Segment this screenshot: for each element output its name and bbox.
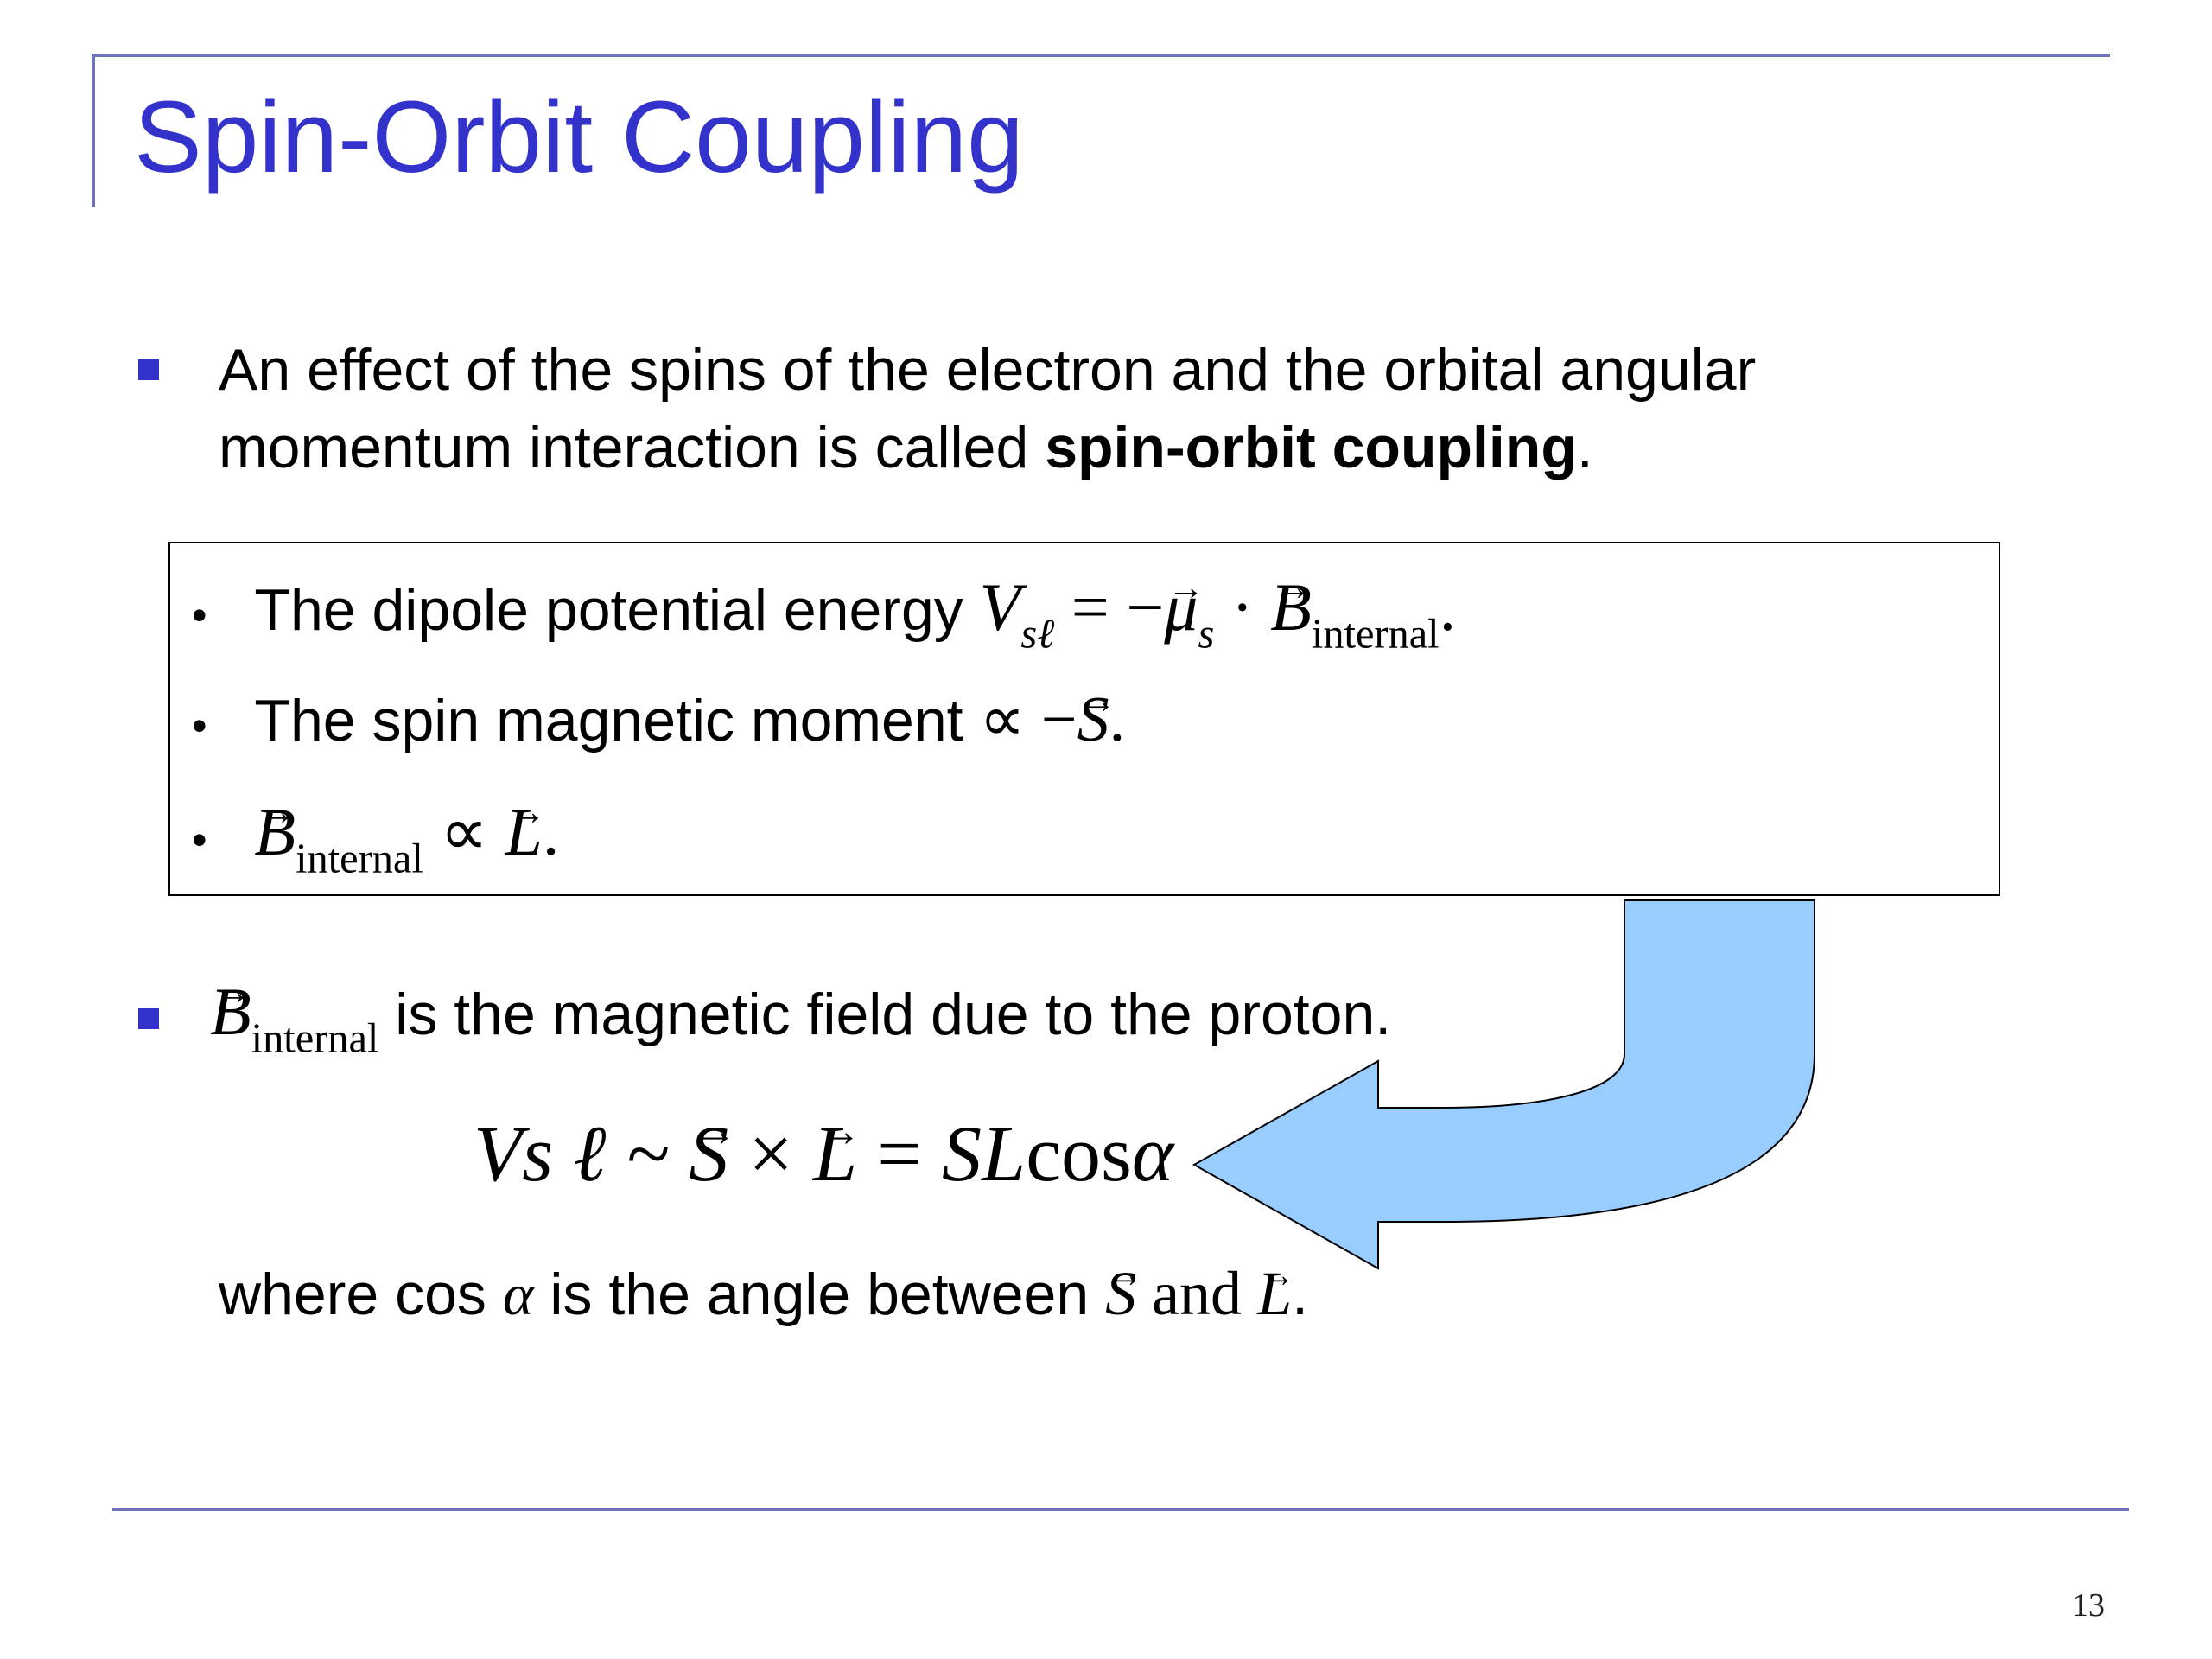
box-bullet-icon: • <box>192 591 207 639</box>
box-item-1 <box>192 569 1456 673</box>
slide-title: Spin-Orbit Coupling <box>134 80 1024 194</box>
bullet1-line1: An effect of the spins of the electron and the orbital angular <box>219 337 1757 403</box>
arrow-shape <box>1194 900 1815 1268</box>
b-internal-formula: → $B_{internal}$ ∝ → L. <box>254 794 559 869</box>
page-number: 13 <box>2072 1587 2105 1624</box>
curved-arrow-icon <box>1184 890 1832 1270</box>
spin-moment-formula: ∝ −→ S. <box>979 684 1125 755</box>
title-rule-top <box>92 54 2110 57</box>
box-item-1-text: The dipole potential energy <box>254 577 980 643</box>
bullet1-text: momentum interaction is called <box>219 415 1046 480</box>
bullet2-line <box>210 973 1391 1077</box>
bullet1-period: . <box>1576 415 1593 480</box>
bullet2-text: is the magnetic field due to the proton. <box>378 982 1392 1047</box>
bullet-square-icon <box>138 1008 159 1029</box>
bullet1-bold-term: spin-orbit coupling <box>1045 415 1577 480</box>
where-line: where cos α is the angle between → S and → L. <box>219 1255 1308 1333</box>
b-internal-symbol: → $B_{internal}$ <box>210 974 378 1049</box>
bullet-square-icon <box>138 359 159 380</box>
bullet1-line2 <box>219 409 1593 486</box>
title-rule-left <box>92 54 95 207</box>
spin-orbit-equation: Vs ℓ ~ → S × → L = SLcosα <box>474 1106 1173 1201</box>
box-item-3 <box>192 793 559 898</box>
footer-rule <box>112 1508 2129 1511</box>
box-bullet-icon: • <box>192 816 207 864</box>
box-item-2 <box>192 681 1125 765</box>
dipole-energy-formula: $V_{s\ell}$ = −→ $\mu_s$ · → $B_{internal}$. <box>980 569 1456 645</box>
box-bullet-icon: • <box>192 702 207 750</box>
box-item-2-text: The spin magnetic moment <box>254 688 980 753</box>
